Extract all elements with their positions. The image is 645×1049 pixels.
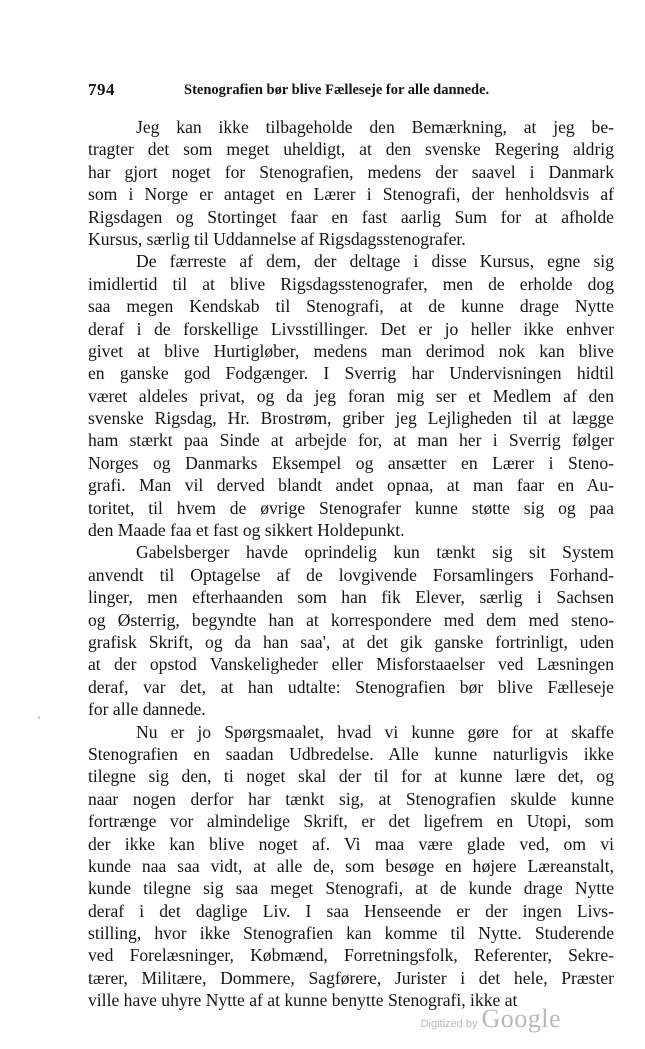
text-line: tragter det som meget uheldigt, at den svenske Regering aldrig (88, 139, 614, 160)
text-line: fortrænge vor almindelige Skrift, er det ligefrem en Utopi, som (88, 811, 614, 832)
text-line: og Østerrig, begyndte han at korrespondere med dem med steno- (88, 609, 614, 630)
text-line: grafi. Man vil derved blandt andet opnaa, at man faar en Au- (88, 475, 614, 496)
text-line: grafisk Skrift, og da han saa', at det gik ganske fortrinligt, uden (88, 631, 614, 652)
paragraph (88, 250, 614, 541)
text-line: saa megen Kendskab til Stenografi, at de kunne drage Nytte (88, 296, 614, 317)
page-header (88, 80, 608, 102)
text-line: har gjort noget for Stenografien, medens der saavel i Danmark (88, 161, 614, 182)
text-line: svenske Rigsdag, Hr. Brostrøm, griber jeg Lejligheden til at lægge (88, 408, 614, 429)
paragraph (88, 541, 614, 720)
watermark-prefix: Digitized by (420, 1018, 478, 1030)
text-line: Rigsdagen og Stortinget faar en fast aarlig Sum for at afholde (88, 206, 614, 227)
text-line: deraf i de forskellige Livsstillinger. Det er jo heller ikke enhver (88, 318, 614, 339)
body-text (88, 116, 614, 1012)
text-line: kunde tilegne sig saa meget Stenografi, at de kunde drage Nytte (88, 878, 614, 899)
text-line: Jeg kan ikke tilbageholde den Bemærkning, at jeg be- (136, 117, 614, 137)
page-number: 794 (88, 80, 115, 99)
text-line: kunde naa saa vidt, at alle de, som besøge en højere Læreanstalt, (88, 855, 614, 876)
running-head: Stenografien bør blive Fælleseje for alle dannede. (184, 82, 490, 98)
text-line: ved Forelæsninger, Købmænd, Forretningsfolk, Referenter, Sekre- (88, 945, 614, 966)
paragraph (88, 116, 614, 250)
margin-mark: ` (37, 714, 41, 728)
text-line: anvendt til Optagelse af de lovgivende Forsamlingers Forhand- (88, 564, 614, 585)
text-line: den Maade faa et fast og sikkert Holdepunkt. (88, 520, 405, 541)
text-line: tilegne sig den, ti noget skal der til for at kunne lære det, og (88, 766, 614, 787)
text-line: været aldeles privat, og da jeg foran mig ser et Medlem af den (88, 385, 614, 406)
text-line: Stenografien en saadan Udbredelse. Alle kunne naturligvis ikke (88, 743, 614, 764)
text-line: at der opstod Vanskeligheder eller Misforstaaelser ved Læsningen (88, 654, 614, 675)
text-line: linger, men efterhaanden som han fik Elever, særlig i Sachsen (88, 587, 614, 608)
paragraph (88, 721, 614, 1012)
text-line: toritet, til hvem de øvrige Stenografer kunne støtte sig og paa (88, 497, 614, 518)
text-line: imidlertid til at blive Rigsdagsstenografer, men de erholde dog (88, 273, 614, 294)
text-line: givet at blive Hurtigløber, medens man derimod nok kan blive (88, 340, 614, 361)
text-line: ville have uhyre Nytte af at kunne benytte Stenografi, ikke at (88, 990, 518, 1011)
text-line: Kursus, særlig til Uddannelse af Rigsdagsstenografer. (88, 228, 466, 249)
text-line: deraf i det daglige Liv. I saa Henseende er der ingen Livs- (88, 900, 614, 921)
text-line: der ikke kan blive noget af. Vi maa være glade ved, om vi (88, 833, 614, 854)
google-logo: Google (481, 1004, 561, 1033)
text-line: en ganske god Fodgænger. I Sverrig har Undervisningen hidtil (88, 363, 614, 384)
text-line: Nu er jo Spørgsmaalet, hvad vi kunne gøre for at skaffe (136, 721, 614, 742)
text-line: naar nogen derfor har tænkt sig, at Stenografien skulde kunne (88, 788, 614, 809)
text-line: De færreste af dem, der deltage i disse Kursus, egne sig (136, 251, 614, 272)
text-line: ham stærkt paa Sinde at arbejde for, at man her i Sverrig følger (88, 430, 614, 451)
text-line: deraf, var det, at han udtalte: Stenografien bør blive Fælleseje (88, 676, 614, 697)
text-line: som i Norge er antaget en Lærer i Stenografi, der henholdsvis af (88, 184, 614, 205)
text-line: stilling, hvor ikke Stenografien kan komme til Nytte. Studerende (88, 923, 614, 944)
text-line: for alle dannede. (88, 699, 206, 720)
text-line: tærer, Militære, Dommere, Sagførere, Jurister i det hele, Præster (88, 967, 614, 988)
text-line: Norges og Danmarks Eksempel og ansætter en Lærer i Steno- (88, 452, 614, 473)
digitized-watermark (421, 1004, 561, 1034)
text-line: Gabelsberger havde oprindelig kun tænkt sig sit System (136, 542, 614, 563)
